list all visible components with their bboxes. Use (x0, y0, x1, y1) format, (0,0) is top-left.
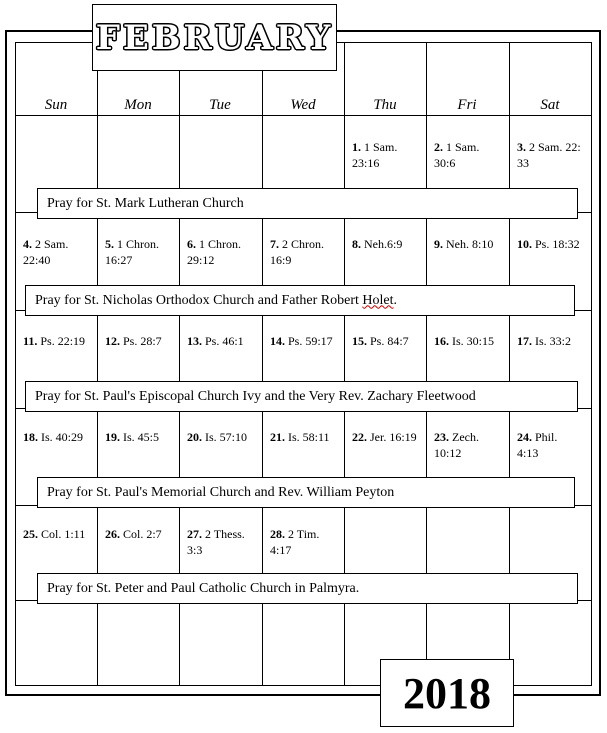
scripture-ref: Col. 2:7 (123, 527, 162, 541)
day-cell (352, 236, 424, 252)
prayer-banner (37, 573, 578, 604)
day-cell (270, 429, 342, 445)
prayer-text: Pray for St. Nicholas Orthodox Church and Father Robert (35, 292, 363, 308)
day-cell (517, 333, 589, 349)
day-cell (434, 139, 502, 171)
prayer-banner (37, 188, 578, 219)
day-cell (23, 526, 91, 542)
day-cell (23, 236, 91, 268)
scripture-ref: Col. 1:11 (41, 527, 86, 541)
scripture-ref: 2 Thess. 3:3 (187, 527, 245, 557)
prayer-text-end: . (393, 292, 397, 308)
day-number: 8. (352, 237, 361, 251)
day-cell (434, 236, 506, 252)
month-title-box (92, 4, 337, 71)
day-cell (23, 429, 95, 445)
day-cell (352, 429, 420, 445)
scripture-ref: Jer. 16:19 (370, 430, 417, 444)
prayer-text: Pray for St. Paul's Episcopal Church Ivy and the Very Rev. Zachary Fleetwood (35, 388, 476, 404)
scripture-ref: Phil. 4:13 (517, 430, 558, 460)
day-number: 4. (23, 237, 32, 251)
day-cell (187, 429, 261, 445)
scripture-ref: 2 Chron. 16:9 (270, 237, 324, 267)
day-cell (270, 236, 338, 268)
scripture-ref: Is. 45:5 (123, 430, 159, 444)
day-number: 28. (270, 527, 285, 541)
day-number: 9. (434, 237, 443, 251)
day-number: 19. (105, 430, 120, 444)
day-number: 24. (517, 430, 532, 444)
prayer-text: Pray for St. Mark Lutheran Church (47, 195, 244, 211)
day-cell (187, 526, 259, 558)
day-cell (517, 429, 577, 461)
day-cell (105, 526, 177, 542)
day-header-thu: Thu (373, 97, 397, 113)
day-cell (517, 236, 583, 252)
scripture-ref: Zech. 10:12 (434, 430, 479, 460)
scripture-ref: 1 Chron. 16:27 (105, 237, 159, 267)
year-label: 2018 (403, 668, 491, 718)
scripture-ref: Is. 40:29 (41, 430, 83, 444)
day-header-wed: Wed (290, 97, 316, 113)
day-number: 15. (352, 334, 367, 348)
day-cell (352, 139, 420, 171)
day-number: 13. (187, 334, 202, 348)
day-cell (187, 236, 257, 268)
day-header-sat: Sat (540, 97, 560, 113)
day-cell (270, 526, 340, 558)
scripture-ref: Ps. 18:32 (535, 237, 580, 251)
day-number: 12. (105, 334, 120, 348)
day-number: 27. (187, 527, 202, 541)
day-cell (187, 333, 259, 349)
day-cell (23, 333, 91, 349)
scripture-ref: Neh.6:9 (364, 237, 403, 251)
scripture-ref: 2 Tim. 4:17 (270, 527, 320, 557)
day-number: 5. (105, 237, 114, 251)
scripture-ref: Is. 33:2 (535, 334, 571, 348)
day-number: 18. (23, 430, 38, 444)
scripture-ref: 2 Sam. 22:40 (23, 237, 69, 267)
prayer-text-flagged-word: Holet (362, 292, 394, 308)
day-number: 17. (517, 334, 532, 348)
scripture-ref: Is. 58:11 (288, 430, 330, 444)
day-number: 11. (23, 334, 38, 348)
day-cell (352, 333, 424, 349)
scripture-ref: 1 Sam. 23:16 (352, 140, 398, 170)
scripture-ref: Ps. 59:17 (288, 334, 333, 348)
scripture-ref: Is. 30:15 (452, 334, 494, 348)
day-number: 2. (434, 140, 443, 154)
day-number: 3. (517, 140, 526, 154)
prayer-text: Pray for St. Paul's Memorial Church and Rev. William Peyton (47, 484, 395, 500)
day-cell (270, 333, 338, 349)
day-number: 1. (352, 140, 361, 154)
day-cell (434, 333, 508, 349)
day-header-tue: Tue (209, 97, 231, 113)
day-number: 7. (270, 237, 279, 251)
day-cell (105, 333, 177, 349)
year-box (380, 659, 514, 727)
day-number: 23. (434, 430, 449, 444)
scripture-ref: Ps. 46:1 (205, 334, 244, 348)
day-number: 22. (352, 430, 367, 444)
prayer-text: Pray for St. Peter and Paul Catholic Church in Palmyra. (47, 580, 360, 596)
day-header-mon: Mon (124, 97, 152, 113)
prayer-banner (25, 285, 575, 316)
scripture-ref: Neh. 8:10 (446, 237, 494, 251)
grid-line (15, 115, 592, 116)
scripture-ref: Is. 57:10 (205, 430, 247, 444)
day-number: 25. (23, 527, 38, 541)
day-number: 26. (105, 527, 120, 541)
day-number: 16. (434, 334, 449, 348)
scripture-ref: Ps. 28:7 (123, 334, 162, 348)
scripture-ref: 2 Sam. 22: 33 (517, 140, 581, 170)
day-number: 6. (187, 237, 196, 251)
day-number: 21. (270, 430, 285, 444)
day-header-fri: Fri (457, 97, 477, 113)
day-cell (517, 139, 583, 171)
day-cell (105, 236, 173, 268)
day-header-sun: Sun (44, 97, 68, 113)
day-cell (105, 429, 177, 445)
prayer-banner (25, 381, 578, 412)
day-number: 14. (270, 334, 285, 348)
scripture-ref: 1 Sam. 30:6 (434, 140, 480, 170)
prayer-banner (37, 477, 575, 508)
scripture-ref: Ps. 22:19 (40, 334, 86, 348)
day-cell (434, 429, 500, 461)
day-number: 20. (187, 430, 202, 444)
month-title: FEBRUARY (95, 17, 334, 58)
scripture-ref: Ps. 84:7 (370, 334, 409, 348)
day-number: 10. (517, 237, 532, 251)
scripture-ref: 1 Chron. 29:12 (187, 237, 241, 267)
